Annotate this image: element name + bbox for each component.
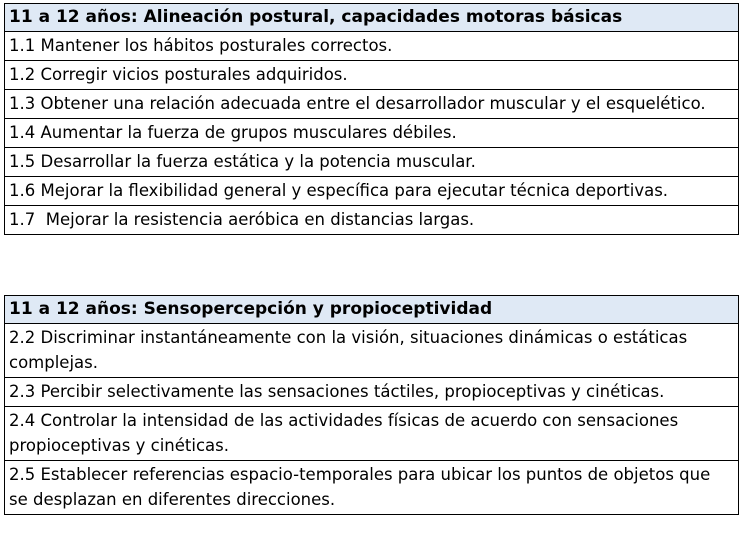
table-cell xyxy=(5,407,739,461)
table-row xyxy=(5,461,739,515)
table-cell xyxy=(5,90,739,119)
item-text: Percibir selectivamente las sensaciones táctiles, propioceptivas y cinéticas. xyxy=(40,382,665,401)
table-row xyxy=(5,148,739,177)
item-text: Mejorar la flexibilidad general y específica para ejecutar técnica deportivas. xyxy=(40,181,669,200)
table-header-row xyxy=(5,296,739,324)
item-number: 2.5 xyxy=(9,465,36,484)
item-number: 1.3 xyxy=(9,94,36,113)
item-text: Aumentar la fuerza de grupos musculares débiles. xyxy=(40,123,457,142)
table-header-row xyxy=(5,4,739,32)
item-text: Mejorar la resistencia aeróbica en distancias largas. xyxy=(45,210,475,229)
table-row xyxy=(5,378,739,407)
objectives-table-postural xyxy=(4,3,739,235)
item-number: 1.6 xyxy=(9,181,36,200)
table-row xyxy=(5,90,739,119)
table-row xyxy=(5,119,739,148)
table-cell xyxy=(5,119,739,148)
table-cell xyxy=(5,61,739,90)
item-text: Corregir vicios posturales adquiridos. xyxy=(40,65,348,84)
table-cell xyxy=(5,177,739,206)
item-text: Discriminar instantáneamente con la visión, situaciones dinámicas o estáticas complejas. xyxy=(9,328,688,372)
table-cell xyxy=(5,324,739,378)
table-cell xyxy=(5,461,739,515)
table-row xyxy=(5,407,739,461)
item-number: 2.3 xyxy=(9,382,36,401)
table-row xyxy=(5,32,739,61)
table-row xyxy=(5,61,739,90)
item-number: 1.7 xyxy=(9,210,41,229)
item-number: 1.2 xyxy=(9,65,36,84)
item-text: Controlar la intensidad de las actividades físicas de acuerdo con sensaciones propioceptivas y cinéticas. xyxy=(9,411,679,455)
item-number: 2.4 xyxy=(9,411,36,430)
objectives-table-sensoperception xyxy=(4,295,739,515)
item-text: Mantener los hábitos posturales correctos. xyxy=(40,36,393,55)
table-cell xyxy=(5,32,739,61)
item-text: Obtener una relación adecuada entre el desarrollador muscular y el esquelético. xyxy=(40,94,706,113)
table-row xyxy=(5,206,739,235)
item-text: Establecer referencias espacio-temporales para ubicar los puntos de objetos que se desplazan en diferentes direcciones. xyxy=(9,465,711,509)
table-cell xyxy=(5,378,739,407)
table-title: 11 a 12 años: Sensopercepción y propioceptividad xyxy=(5,296,739,324)
item-number: 2.2 xyxy=(9,328,36,347)
item-number: 1.1 xyxy=(9,36,36,55)
table-row xyxy=(5,177,739,206)
table-cell xyxy=(5,148,739,177)
item-text: Desarrollar la fuerza estática y la potencia muscular. xyxy=(40,152,476,171)
table-title: 11 a 12 años: Alineación postural, capacidades motoras básicas xyxy=(5,4,739,32)
item-number: 1.5 xyxy=(9,152,36,171)
table-row xyxy=(5,324,739,378)
item-number: 1.4 xyxy=(9,123,36,142)
table-cell xyxy=(5,206,739,235)
